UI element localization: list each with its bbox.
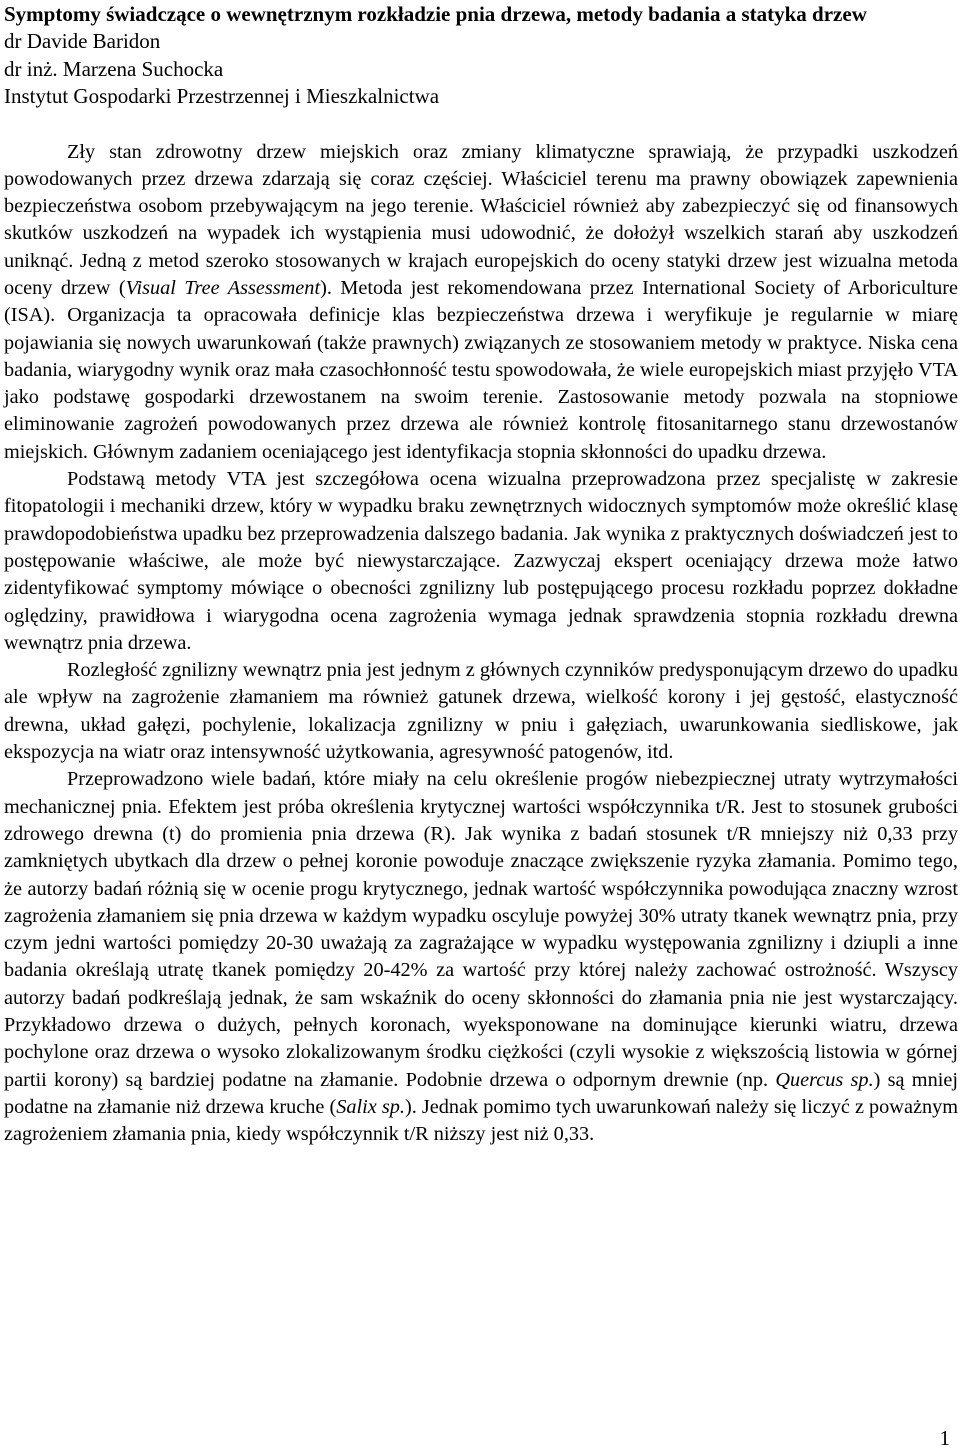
author-2: dr inż. Marzena Suchocka	[4, 56, 224, 81]
paragraph-4-italic-2: Salix sp.	[336, 1095, 405, 1118]
paragraph-4	[4, 766, 958, 1148]
institution: Instytut Gospodarki Przestrzennej i Mieszkalnictwa	[4, 84, 440, 108]
paragraph-4-italic-1: Quercus sp.	[775, 1068, 874, 1091]
author-1: dr Davide Baridon	[4, 29, 161, 53]
paragraph-1-text-a: Zły stan zdrowotny drzew miejskich oraz zmiany klimatyczne sprawiają, że przypadki uszkodzeń powodowanych przez drzewa zdarzają się coraz częściej. Właściciel terenu ma prawny obowiązek zapewnienia bezpieczeństwa osobom przebywającym na jego terenie. Właściciel również aby zabezpieczyć się od finansowych skutków uszkodzeń na wypadek ich wystąpienia musi udowodnić, że dołożył wszelkich starań aby uszkodzeń uniknąć. Jedną z metod szeroko stosowanych w krajach europejskich do oceny statyki drzew jest wizualna metoda oceny drzew (	[4, 140, 958, 299]
paragraph-1-italic: Visual Tree Assessment	[125, 276, 321, 299]
paragraph-1	[4, 139, 958, 467]
paragraph-1-text-b: ). Metoda jest rekomendowana przez International Society of Arboriculture (ISA). Organizacja ta opracowała definicje klas bezpieczeństwa drzewa i weryfikuje je regularnie w miarę pojawiania się nowych uwarunkowań (także prawnych) związanych ze stosowaniem metody w praktyce. Niska cena badania, wiarygodny wynik oraz mała czasochłonność testu spowodowała, że wiele europejskich miast przyjęło VTA jako podstawę gospodarki drzewostanem na swoim terenie. Zastosowanie metody pozwala na stopniowe eliminowanie zagrożeń powodowanych przez drzewa ale również kontrolę fitosanitarnego stanu drzewostanów miejskich. Głównym zadaniem oceniającego jest identyfikacja stopnia skłonności do upadku drzewa.	[4, 276, 958, 463]
paragraph-4-text-b: ) są mniej podatne na złamanie niż drzewa kruche (	[4, 1068, 958, 1118]
paragraph-3: Rozległość zgnilizny wewnątrz pnia jest jednym z głównych czynników predysponującym drzewo do upadku ale wpływ na zagrożenie złamaniem ma również gatunek drzewa, wielkość korony i jej gęstość, elastyczność drewna, układ gałęzi, pochylenie, lokalizacja zgnilizny w pniu i gałęziach, uwarunkowania siedliskowe, jak ekspozycja na wiatr oraz intensywność użytkowania, agresywność patogenów, itd.	[4, 659, 959, 764]
document-header	[4, 0, 958, 111]
spacer	[4, 111, 958, 139]
document-page	[4, 0, 958, 1148]
document-body	[4, 139, 958, 1149]
paragraph-4-text-c: ). Jednak pomimo tych uwarunkowań należy się liczyć z poważnym zagrożeniem złamania pnia, kiedy współczynnik t/R niższy jest niż 0,33.	[4, 1095, 959, 1146]
document-title: Symptomy świadczące o wewnętrznym rozkładzie pnia drzewa, metody badania a statyka drzew	[4, 2, 867, 26]
paragraph-4-text-a: Przeprowadzono wiele badań, które miały na celu określenie progów niebezpiecznej utraty wytrzymałości mechanicznej pnia. Efektem jest próba określenia krytycznej wartości współczynnika t/R. Jest to stosunek grubości zdrowego drewna (t) do promienia pnia drzewa (R). Jak wynika z badań stosunek t/R mniejszy niż 0,33 przy zamkniętych ubytkach dla drzew o pełnej koronie powoduje znaczące zwiększenie ryzyka złamania. Pomimo tego, że autorzy badań różnią się w ocenie progu krytycznego, jednak wartość współczynnika powodująca znaczny wzrost zagrożenia złamaniem się pnia drzewa w każdym wypadku oscyluje powyżej 30% utraty tkanek wewnątrz pnia, przy czym jedni wartości pomiędzy 20-30 uważają za zagrażające w wypadku występowania zgnilizny i dziupli a inne badania określają utratę tkanek pomiędzy 20-42% za wartość przy której należy zachować ostrożność. Wszyscy autorzy badań podkreślają jednak, że sam wskaźnik do oceny skłonności do złamania pnia nie jest wystarczający. Przykładowo drzewa o dużych, pełnych koronach, wyeksponowane na dominujące kierunki wiatru, drzewa pochylone oraz drzewa o wysoko zlokalizowanym środku ciężkości (czyli wysokie z większością listowia w górnej partii korony) są bardziej podatne na złamanie. Podobnie drzewa o odpornym drewnie (np.	[4, 768, 958, 1091]
page-number: 1	[939, 1426, 950, 1450]
paragraph-2: Podstawą metody VTA jest szczegółowa ocena wizualna przeprowadzona przez specjalistę w zakresie fitopatologii i mechaniki drzew, który w wypadku braku zewnętrznych widocznych symptomów może określić klasę prawdopodobieństwa upadku bez przeprowadzenia dalszego badania. Jak wynika z praktycznych doświadczeń jest to postępowanie właściwe, ale może być niewystarczające. Zazwyczaj ekspert oceniający drzewa może łatwo zidentyfikować symptomy mówiące o obecności zgnilizny lub postępującego procesu rozkładu poprzez dokładne oględziny, prawidłowa i wiarygodna ocena zagrożenia wymaga jednak sprawdzenia stopnia rozkładu drewna wewnątrz pnia drzewa.	[4, 468, 958, 654]
